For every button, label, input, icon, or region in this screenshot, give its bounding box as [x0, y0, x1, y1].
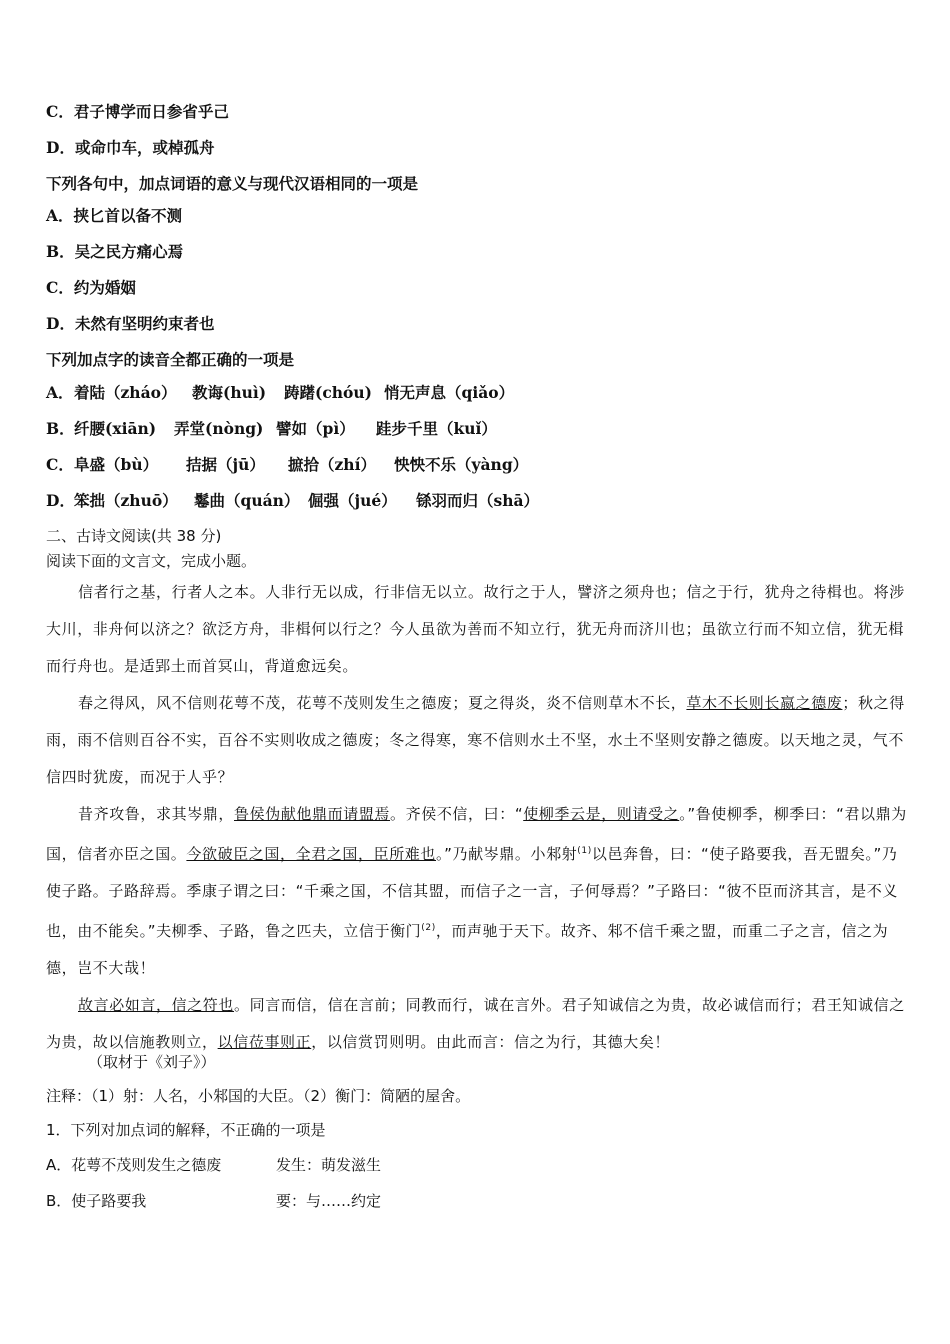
- pron-item: 笨拙（zhuō）: [74, 491, 178, 510]
- pron-item: 悄无声息（qiǎo）: [384, 383, 515, 402]
- underlined-sentence: 以信莅事则正: [217, 1033, 312, 1051]
- option-c: C．君子博学而日参省乎己: [46, 102, 229, 121]
- pron-item: 跬步千里（kuǐ）: [376, 419, 497, 438]
- pron-item: 阜盛（bù）: [74, 455, 159, 474]
- pron-item: 教诲(huì): [192, 383, 267, 402]
- pron-option-d: D． 笨拙（zhuō） 鬈曲（quán） 倔强（jué） 铩羽而归（shā）: [46, 491, 540, 510]
- underlined-sentence: 今欲破臣之国，全君之国，臣所难也: [186, 845, 437, 863]
- pron-option-a: A． 着陆（zháo） 教诲(huì) 踌躇(chóu) 悄无声息（qiǎo）: [46, 383, 515, 402]
- pron-item: 纤腰(xiān): [74, 419, 157, 438]
- q1-option-b: B．使子路要我 要：与……约定: [46, 1192, 382, 1210]
- question-1-stem: 1．下列对加点词的解释，不正确的一项是: [46, 1121, 326, 1139]
- meaning-option-b: B．吴之民方痛心焉: [46, 242, 184, 261]
- footnote-marker: (2): [421, 923, 436, 933]
- section-heading: 二、古诗文阅读(共 38 分): [46, 527, 222, 545]
- passage-paragraph-1: 信者行之基，行者人之本。人非行无以成，行非信无以立。故行之于人，譬济之须舟也；信之于行，犹舟之待楫也。将涉大川，非舟何以济之？欲泛方舟，非楫何以行之？今人虽欲为善而不知立行，犹无舟而济川也；虽欲立行而不知立信，犹无楫而行舟也。是适郢土而首冥山，背道愈远矣。: [46, 583, 905, 675]
- meaning-option-d: D．未然有坚明约束者也: [46, 314, 215, 333]
- pron-item: 怏怏不乐（yàng）: [394, 455, 529, 474]
- passage-paragraph-4: 故言必如言，信之符也。同言而信，信在言前；同教而行，诚在言外。君子知诚信之为贵，故必诚信而行；君王知诚信之为贵，故以信施教则立，以信莅事则正，以信赏罚则明。由此而言：信之为行，其德大矣！: [46, 996, 905, 1051]
- question-stem-meaning: 下列各句中，加点词语的意义与现代汉语相同的一项是: [46, 174, 419, 193]
- passage-source: （取材于《刘子》）: [88, 1053, 216, 1071]
- pron-item: 倔强（jué）: [308, 491, 397, 510]
- pron-option-c: C． 阜盛（bù） 拮据（jū） 摭拾（zhí） 怏怏不乐（yàng）: [46, 455, 529, 474]
- option-d: D．或命巾车，或棹孤舟: [46, 138, 215, 157]
- meaning-option-a: A．挟匕首以备不测: [46, 206, 183, 225]
- q1-option-a: A．花萼不茂则发生之德废 发生：萌发滋生: [46, 1156, 382, 1174]
- section-instruction: 阅读下面的文言文，完成小题。: [46, 552, 257, 570]
- meaning-option-c: C．约为婚姻: [46, 278, 136, 297]
- pron-item: 摭拾（zhí）: [288, 455, 376, 474]
- pron-item: 踌躇(chóu): [284, 383, 372, 402]
- pron-item: 弄堂(nòng): [174, 419, 264, 438]
- passage-paragraph-3: 昔齐攻鲁，求其岑鼎，鲁侯伪献他鼎而请盟焉。齐侯不信，曰：“使柳季云是，则请受之。”鲁使柳季，柳季曰：“君以鼎为国，信者亦臣之国。今欲破臣之国，全君之国，臣所难也。”乃献岑鼎。小邾射$^{(1)}$以邑奔鲁，曰：“使子路要我，吾无盟矣。”乃使子路。子路辞焉。季康子谓之曰：“千乘之国，不信其盟，而信子之一言，子何辱焉？”子路曰：“彼不臣而济其言，是不义也，由不能矣。”夫柳季、子路，鲁之匹夫，立信于衡门$^{(2)}$，而声驰于天下。故齐、邾不信千乘之盟，而重二子之言，信之为德，岂不大哉！: [46, 805, 907, 977]
- pron-option-b: B． 纤腰(xiān) 弄堂(nòng) 譬如（pì） 跬步千里（kuǐ）: [46, 419, 497, 438]
- footnote-marker: (1): [577, 846, 592, 856]
- q1-option-gloss: 发生：萌发滋生: [276, 1156, 382, 1174]
- annotations: 注释：（1）射：人名，小邾国的大臣。（2）衡门：简陋的屋舍。: [46, 1087, 471, 1105]
- pron-item: 铩羽而归（shā）: [416, 491, 540, 510]
- pron-item: 着陆（zháo）: [74, 383, 177, 402]
- underlined-sentence: 使柳季云是，则请受之: [523, 805, 680, 823]
- underlined-sentence: 故言必如言，信之符也: [78, 996, 235, 1014]
- pron-item: 譬如（pì）: [276, 419, 355, 438]
- question-stem-pronunciation: 下列加点字的读音全都正确的一项是: [46, 350, 295, 369]
- q1-option-gloss: 要：与……约定: [276, 1192, 382, 1210]
- classical-passage: [46, 574, 908, 1061]
- underlined-sentence: 草木不长则长嬴之德废: [686, 694, 843, 712]
- underlined-sentence: 鲁侯伪献他鼎而请盟焉: [234, 805, 391, 823]
- pron-item: 拮据（jū）: [186, 455, 265, 474]
- passage-paragraph-2: 春之得风，风不信则花萼不茂，花萼不茂则发生之德废；夏之得炎，炎不信则草木不长，草木不长则长嬴之德废；秋之得雨，雨不信则百谷不实，百谷不实则收成之德废；冬之得寒，寒不信则水土不坚，水土不坚则安静之德废。以天地之灵，气不信四时犹废，而况于人乎？: [46, 694, 905, 786]
- pron-item: 鬈曲（quán）: [194, 491, 300, 510]
